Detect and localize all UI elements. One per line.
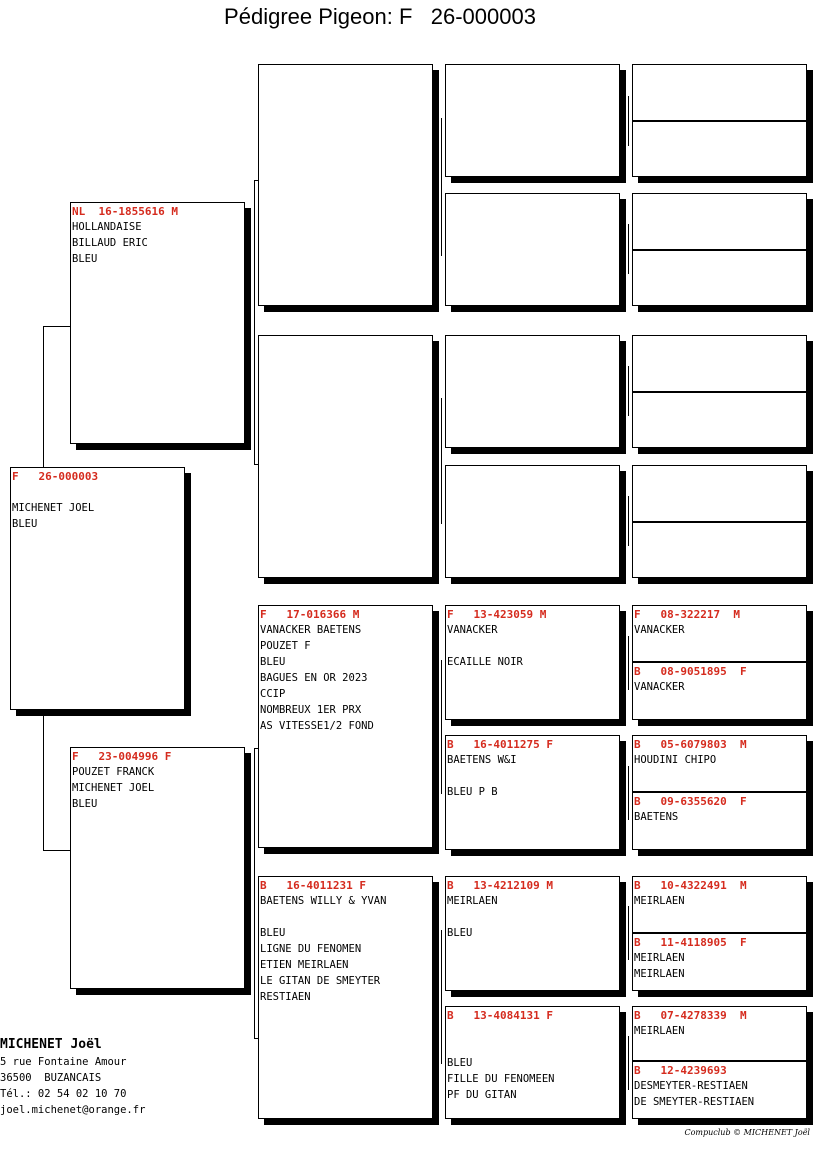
info-line xyxy=(446,768,619,784)
info-line xyxy=(446,909,619,925)
pigeon-card-pair[interactable] xyxy=(632,605,807,720)
pigeon-card-pair-empty[interactable] xyxy=(632,193,807,306)
ring-number: F 17-016366 M xyxy=(260,608,360,621)
info-line: VANACKER xyxy=(447,624,498,636)
info-line: MEIRLAEN xyxy=(634,968,685,980)
info-line: HOUDINI CHIPO xyxy=(634,754,717,766)
connector-line xyxy=(441,118,442,256)
pigeon-card-ancestor[interactable] xyxy=(445,1006,620,1119)
ring-number: B 09-6355620 F xyxy=(634,795,747,808)
info-line: HOLLANDAISE xyxy=(72,221,142,233)
info-line: POUZET F xyxy=(260,640,311,652)
connector-line xyxy=(628,224,629,274)
pigeon-card-pair-empty[interactable] xyxy=(632,335,807,448)
ring-number: B 07-4278339 M xyxy=(634,1009,747,1022)
info-line: MICHENET JOEL xyxy=(12,502,95,514)
info-line xyxy=(11,484,184,500)
owner-city-line: 36500 BUZANCAIS xyxy=(0,1072,102,1084)
pigeon-card-granddam[interactable] xyxy=(258,876,433,1119)
connector-line xyxy=(441,398,442,524)
pigeon-card-father[interactable] xyxy=(70,202,245,444)
connector-line xyxy=(628,366,629,416)
info-line: BLEU xyxy=(447,1057,473,1069)
card-divider xyxy=(633,521,806,578)
info-line: DE SMEYTER-RESTIAEN xyxy=(634,1096,755,1108)
pigeon-card-empty[interactable] xyxy=(445,64,620,177)
info-line: POUZET FRANCK xyxy=(72,766,155,778)
info-line: VANACKER xyxy=(634,681,685,693)
pigeon-card-grandsire[interactable] xyxy=(258,605,433,848)
info-line: DESMEYTER-RESTIAEN xyxy=(634,1080,748,1092)
info-line: LIGNE DU FENOMEN xyxy=(260,943,362,955)
connector-line xyxy=(43,712,44,850)
info-line xyxy=(446,638,619,654)
info-line xyxy=(446,1023,619,1039)
connector-line xyxy=(254,748,255,1038)
pigeon-card-ancestor[interactable] xyxy=(445,876,620,991)
info-line: CCIP xyxy=(260,688,286,700)
info-line: VANACKER BAETENS xyxy=(260,624,362,636)
ring-number: B 05-6079803 M xyxy=(634,738,747,751)
info-line xyxy=(446,1039,619,1055)
info-line: MEIRLAEN xyxy=(634,952,685,964)
ring-number: B 13-4084131 F xyxy=(447,1009,553,1022)
info-line: BAETENS W&I xyxy=(447,754,517,766)
card-divider xyxy=(633,120,806,177)
info-line: BLEU xyxy=(260,656,286,668)
card-lower-half xyxy=(633,1060,806,1119)
connector-line xyxy=(441,660,442,794)
owner-address-line: 5 rue Fontaine Amour xyxy=(0,1056,127,1068)
info-line: BLEU xyxy=(12,518,38,530)
info-line: BAETENS WILLY & YVAN xyxy=(260,895,387,907)
card-divider xyxy=(633,249,806,306)
connector-line xyxy=(43,326,70,327)
card-lower-half xyxy=(633,661,806,720)
info-line: MEIRLAEN xyxy=(447,895,498,907)
connector-line xyxy=(441,930,442,1064)
card-lower-half xyxy=(633,932,806,991)
pigeon-card-pair[interactable] xyxy=(632,876,807,991)
info-line: BILLAUD ERIC xyxy=(72,237,148,249)
info-line: MICHENET JOEL xyxy=(72,782,155,794)
pigeon-card-pair[interactable] xyxy=(632,1006,807,1119)
pigeon-card-pair[interactable] xyxy=(632,735,807,850)
ring-number: B 08-9051895 F xyxy=(634,665,747,678)
info-line: MEIRLAEN xyxy=(634,895,685,907)
footer-credit: Compuclub © MICHENET Joël xyxy=(684,1128,810,1137)
owner-phone-line: Tél.: 02 54 02 10 70 xyxy=(0,1088,127,1100)
owner-email-line: joel.michenet@orange.fr xyxy=(0,1104,146,1116)
info-line: BLEU xyxy=(447,927,473,939)
ring-number: B 13-4212109 M xyxy=(447,879,553,892)
info-line: FILLE DU FENOMEEN xyxy=(447,1073,555,1085)
connector-line xyxy=(43,850,70,851)
info-line: LE GITAN DE SMEYTER xyxy=(260,975,381,987)
connector-line xyxy=(628,96,629,146)
pigeon-card-ancestor[interactable] xyxy=(445,735,620,850)
connector-line xyxy=(628,766,629,820)
pigeon-card-subject[interactable] xyxy=(10,467,185,710)
info-line: BAGUES EN OR 2023 xyxy=(260,672,368,684)
pigeon-card-empty[interactable] xyxy=(445,193,620,306)
ring-number: F 26-000003 xyxy=(12,470,99,483)
info-line: AS VITESSE1/2 FOND xyxy=(260,720,374,732)
pigeon-card-empty[interactable] xyxy=(445,335,620,448)
ring-number: B 16-4011275 F xyxy=(447,738,553,751)
pigeon-card-ancestor[interactable] xyxy=(445,605,620,720)
ring-number: B 12-4239693 xyxy=(634,1064,727,1077)
ring-number: B 10-4322491 M xyxy=(634,879,747,892)
pigeon-card-empty[interactable] xyxy=(258,64,433,306)
card-divider xyxy=(633,391,806,448)
card-lower-half xyxy=(633,791,806,850)
info-line: BAETENS xyxy=(634,811,679,823)
connector-line xyxy=(254,180,255,464)
info-line xyxy=(259,909,432,925)
page-title: Pédigree Pigeon: F 26-000003 xyxy=(224,4,536,29)
owner-name: MICHENET Joël xyxy=(0,1037,102,1052)
owner-contact xyxy=(0,1036,145,1118)
pigeon-card-empty[interactable] xyxy=(445,465,620,578)
pigeon-card-empty[interactable] xyxy=(258,335,433,578)
info-line: PF DU GITAN xyxy=(447,1089,517,1101)
info-line: MEIRLAEN xyxy=(634,1025,685,1037)
ring-number: F 13-423059 M xyxy=(447,608,547,621)
ring-number: F 23-004996 F xyxy=(72,750,172,763)
pigeon-card-pair-empty[interactable] xyxy=(632,64,807,177)
connector-line xyxy=(628,906,629,960)
ring-number: B 11-4118905 F xyxy=(634,936,747,949)
info-line: ECAILLE NOIR xyxy=(447,656,523,668)
connector-line xyxy=(628,636,629,690)
info-line: RESTIAEN xyxy=(260,991,311,1003)
ring-number: F 08-322217 M xyxy=(634,608,740,621)
info-line: VANACKER xyxy=(634,624,685,636)
ring-number: B 16-4011231 F xyxy=(260,879,366,892)
pigeon-card-pair-empty[interactable] xyxy=(632,465,807,578)
info-line: BLEU xyxy=(260,927,286,939)
info-line: BLEU xyxy=(72,798,98,810)
info-line: BLEU P B xyxy=(447,786,498,798)
connector-line xyxy=(43,326,44,468)
connector-line xyxy=(628,496,629,546)
connector-line xyxy=(628,1036,629,1090)
ring-number: NL 16-1855616 M xyxy=(72,205,178,218)
info-line: BLEU xyxy=(72,253,98,265)
info-line: ETIEN MEIRLAEN xyxy=(260,959,349,971)
pigeon-card-mother[interactable] xyxy=(70,747,245,989)
info-line: NOMBREUX 1ER PRX xyxy=(260,704,362,716)
